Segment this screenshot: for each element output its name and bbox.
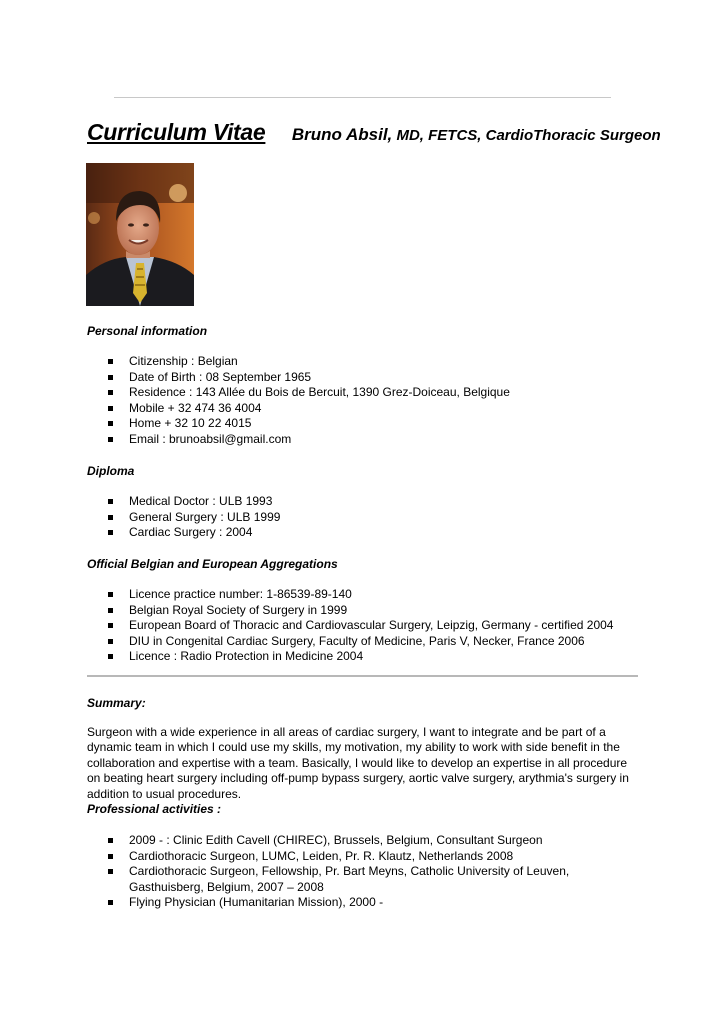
personal-info-heading: Personal information (87, 324, 208, 338)
list-item: Medical Doctor : ULB 1993 (105, 494, 629, 510)
list-item: Home + 32 10 22 4015 (105, 416, 629, 432)
list-item: Cardiothoracic Surgeon, LUMC, Leiden, Pr. R. Klautz, Netherlands 2008 (105, 849, 629, 865)
list-item: Flying Physician (Humanitarian Mission), 2000 - (105, 895, 629, 911)
person-credentials: MD, FETCS, CardioThoracic Surgeon (392, 127, 661, 144)
list-item: Licence : Radio Protection in Medicine 2004 (105, 649, 629, 665)
aggregations-heading: Official Belgian and European Aggregations (87, 557, 338, 571)
activities-heading: Professional activities : (87, 802, 222, 816)
top-divider (114, 97, 611, 98)
list-item: Cardiothoracic Surgeon, Fellowship, Pr. Bart Meyns, Catholic University of Leuven, Gasthuisberg, Belgium, 2007 – 2008 (105, 864, 629, 895)
page-title: Curriculum Vitae (87, 119, 266, 145)
portrait-image (86, 163, 194, 306)
diploma-heading: Diploma (87, 464, 135, 478)
title-row (87, 119, 661, 146)
list-item: European Board of Thoracic and Cardiovascular Surgery, Leipzig, Germany - certified 2004 (105, 618, 629, 634)
diploma-list (105, 494, 629, 541)
section-divider (87, 675, 638, 677)
summary-text: Surgeon with a wide experience in all areas of cardiac surgery, I want to integrate and be part of a dynamic team in which I could use my skills, my motivation, my ability to work with side benefit in the collaboration and expertise with a team. Basically, I would like to develop an expertise in all procedure on beating heart surgery including off-pump bypass surgery, aortic valve surgery, arythmia's surgery in addition to usual procedures. (87, 725, 629, 801)
list-item: DIU in Congenital Cardiac Surgery, Faculty of Medicine, Paris V, Necker, France 2006 (105, 634, 629, 650)
activities-list (105, 833, 629, 911)
summary-heading: Summary: (87, 696, 146, 710)
list-item: Belgian Royal Society of Surgery in 1999 (105, 603, 629, 619)
portrait-photo (86, 163, 194, 306)
list-item: Citizenship : Belgian (105, 354, 629, 370)
list-item: Email : brunoabsil@gmail.com (105, 432, 629, 448)
list-item: Licence practice number: 1-86539-89-140 (105, 587, 629, 603)
aggregations-list (105, 587, 629, 665)
list-item: 2009 - : Clinic Edith Cavell (CHIREC), Brussels, Belgium, Consultant Surgeon (105, 833, 629, 849)
personal-info-list (105, 354, 629, 447)
list-item: Cardiac Surgery : 2004 (105, 525, 629, 541)
list-item: Date of Birth : 08 September 1965 (105, 370, 629, 386)
list-item: Mobile + 32 474 36 4004 (105, 401, 629, 417)
person-name: Bruno Absil, (291, 125, 393, 144)
list-item: General Surgery : ULB 1999 (105, 510, 629, 526)
list-item: Residence : 143 Allée du Bois de Bercuit, 1390 Grez-Doiceau, Belgique (105, 385, 629, 401)
